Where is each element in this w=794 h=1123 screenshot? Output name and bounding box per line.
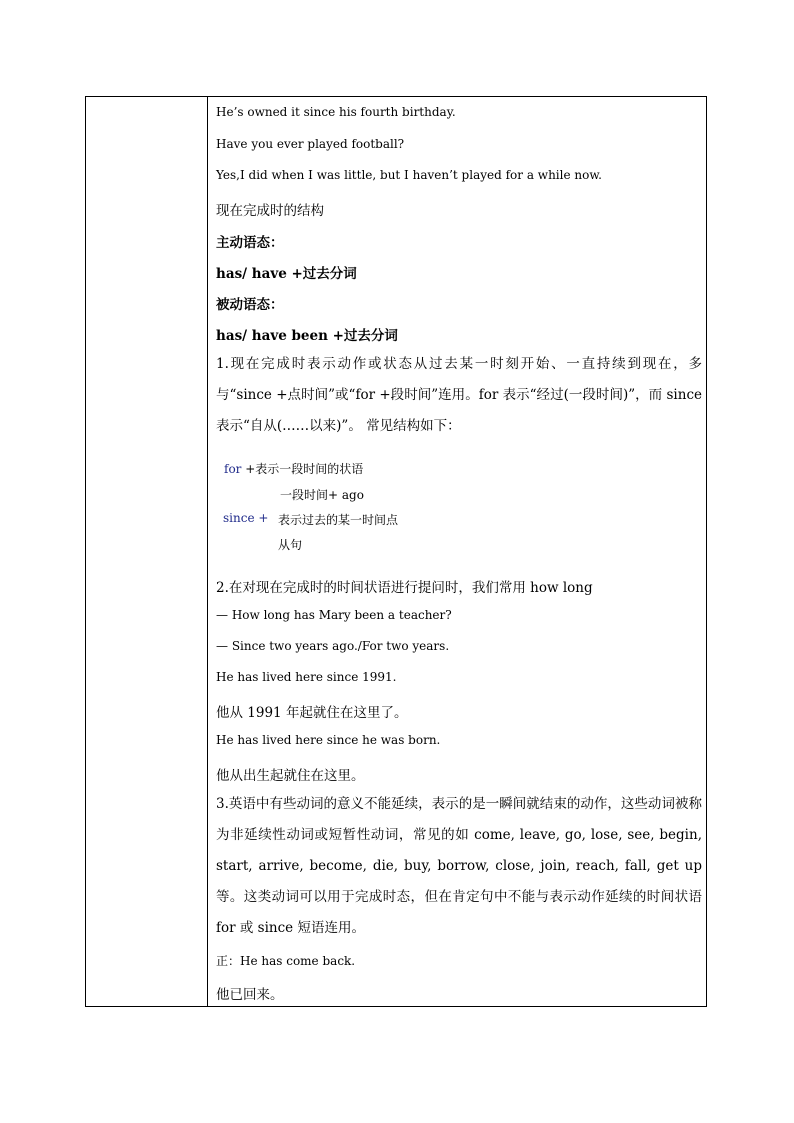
content-table	[85, 96, 707, 1007]
example-answer: Yes,I did when I was little, but I haven’t played for a while now.	[216, 168, 602, 182]
diagram-since-label: since +	[223, 511, 269, 525]
diagram-ago-text: 一段时间+ ago	[280, 488, 364, 502]
dialogue-answer: — Since two years ago./For two years.	[216, 639, 450, 653]
diagram-for-text: +表示一段时间的状语	[245, 462, 364, 476]
example-1991-translation: 他从 1991 年起就住在这里了。	[216, 705, 408, 721]
left-column-cell	[86, 97, 208, 1006]
example-sentence-1: He’s owned it since his fourth birthday.	[216, 105, 456, 119]
passive-voice-label: 被动语态：	[216, 297, 284, 313]
dialogue-question: — How long has Mary been a teacher?	[216, 608, 452, 622]
correct-example: 正：He has come back.	[216, 954, 356, 968]
correct-example-translation: 他已回来。	[216, 987, 284, 1003]
active-voice-formula: has/ have +过去分词	[216, 266, 357, 282]
example-born: He has lived here since he was born.	[216, 733, 441, 747]
rule-3-paragraph: 3.英语中有些动词的意义不能延续，表示的是一瞬间就结束的动作，这些动词被称为非延续性动词或短暂性动词，常见的如 come, leave, go, lose, see, begin, start, arrive, become, die, buy, borrow, close, join, reach, fall, get up 等。这类动词可以用于完成时态，但在肯定句中不能与表示动作延续的时间状语 for 或 since 短语连用。	[216, 796, 702, 936]
diagram-clause-text: 从句	[278, 538, 303, 552]
passive-voice-formula: has/ have been +过去分词	[216, 328, 398, 344]
diagram-for-row	[224, 460, 363, 477]
active-voice-label: 主动语态：	[216, 235, 284, 251]
diagram-since-text: 表示过去的某一时间点	[278, 513, 399, 527]
example-question: Have you ever played football?	[216, 137, 405, 151]
diagram-for-label: for	[224, 462, 242, 476]
rule-2-text: 2.在对现在完成时的时间状语进行提问时，我们常用 how long	[216, 580, 593, 596]
example-born-translation: 他从出生起就住在这里。	[216, 768, 365, 784]
rule-1-paragraph: 1.现在完成时表示动作或状态从过去某一时刻开始、一直持续到现在，多与“since +点时间”或“for +段时间”连用。for 表示“经过(一段时间)”，而 since 表示“自从(……以来)”。 常见结构如下：	[216, 356, 702, 434]
example-1991: He has lived here since 1991.	[216, 670, 397, 684]
structure-heading: 现在完成时的结构	[216, 203, 324, 219]
